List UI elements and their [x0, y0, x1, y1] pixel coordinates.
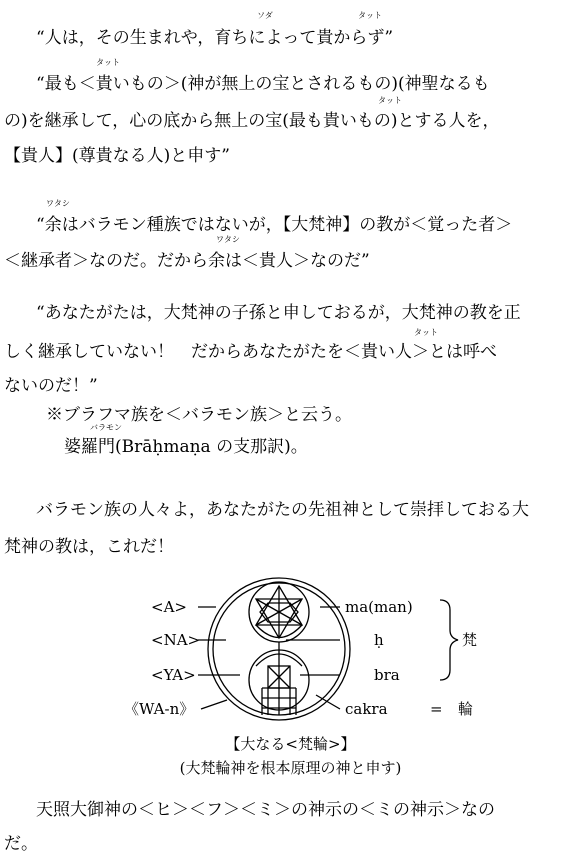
label-equals: = — [430, 700, 443, 718]
ruby-washi-2: ワタシ — [216, 235, 240, 244]
brace — [440, 600, 458, 680]
diagram-caption-title: 【大なる<梵輪>】 — [225, 735, 356, 753]
label-na: <NA> — [151, 631, 201, 649]
p2-line-1: “余はバラモン種族ではないが，【大梵神】の教が＜覚った者＞ — [36, 215, 513, 235]
p3-line-3: ないのだ！” — [4, 376, 98, 396]
ruby-totto-4: タット — [414, 328, 438, 337]
p5-line-1: 天照大御神の＜ヒ＞＜フ＞＜ミ＞の神示の＜ミの神示＞なの — [36, 800, 495, 820]
p3-note-2: 婆羅門(Brāḥmaṇa の支那訳)。 — [64, 437, 308, 457]
ruby-totto-2: タット — [96, 58, 120, 67]
label-ma: ma(man) — [345, 598, 413, 616]
p3-line-2: しく継承していない！ だからあなたがたを＜貴い人＞とは呼べ — [4, 342, 497, 362]
label-rin: 輪 — [458, 700, 474, 718]
label-ya: <YA> — [151, 666, 196, 684]
ruby-soda: ソダ — [257, 11, 273, 20]
ruby-totto-3: タット — [378, 96, 402, 105]
ruby-baramon: バラモン — [90, 423, 122, 432]
label-h: ḥ — [374, 631, 384, 649]
label-cakra: cakra — [345, 700, 388, 718]
diagram-caption-sub: (大梵輪神を根本原理の神と申す) — [179, 759, 402, 777]
p2-line-2: ＜継承者＞なのだ。だから余は＜貴人＞なのだ” — [4, 251, 370, 271]
label-a: <A> — [151, 598, 187, 616]
p3-note-1: ※ブラフマ族を＜バラモン族＞と云う。 — [46, 405, 352, 425]
p1-line-4: 【貴人】(尊貴なる人)と申す” — [4, 146, 230, 166]
p1-line-1: “人は，その生まれや，育ちによって貴からず” — [36, 28, 394, 48]
p4-line-2: 梵神の教は，これだ！ — [4, 537, 174, 557]
p5-line-2: だ。 — [4, 834, 38, 854]
p4-line-1: バラモン族の人々よ，あなたがたの先祖神として崇拝しておる大 — [36, 500, 529, 520]
label-bon: 梵 — [462, 631, 478, 649]
ruby-washi: ワタシ — [46, 199, 70, 208]
p1-line-3: の)を継承して，心の底から無上の宝(最も貴いもの)とする人を， — [4, 111, 500, 131]
p3-line-1: “あなたがたは，大梵神の子孫と申しておるが，大梵神の教を正 — [36, 303, 521, 323]
label-bra: bra — [374, 666, 400, 684]
p1-line-2: “最も＜貴いもの＞(神が無上の宝とされるもの)(神聖なるも — [36, 74, 490, 94]
brahma-wheel-diagram — [0, 570, 581, 730]
label-wa-n: 《WA-n》 — [124, 700, 195, 718]
ruby-totto: タット — [358, 11, 382, 20]
